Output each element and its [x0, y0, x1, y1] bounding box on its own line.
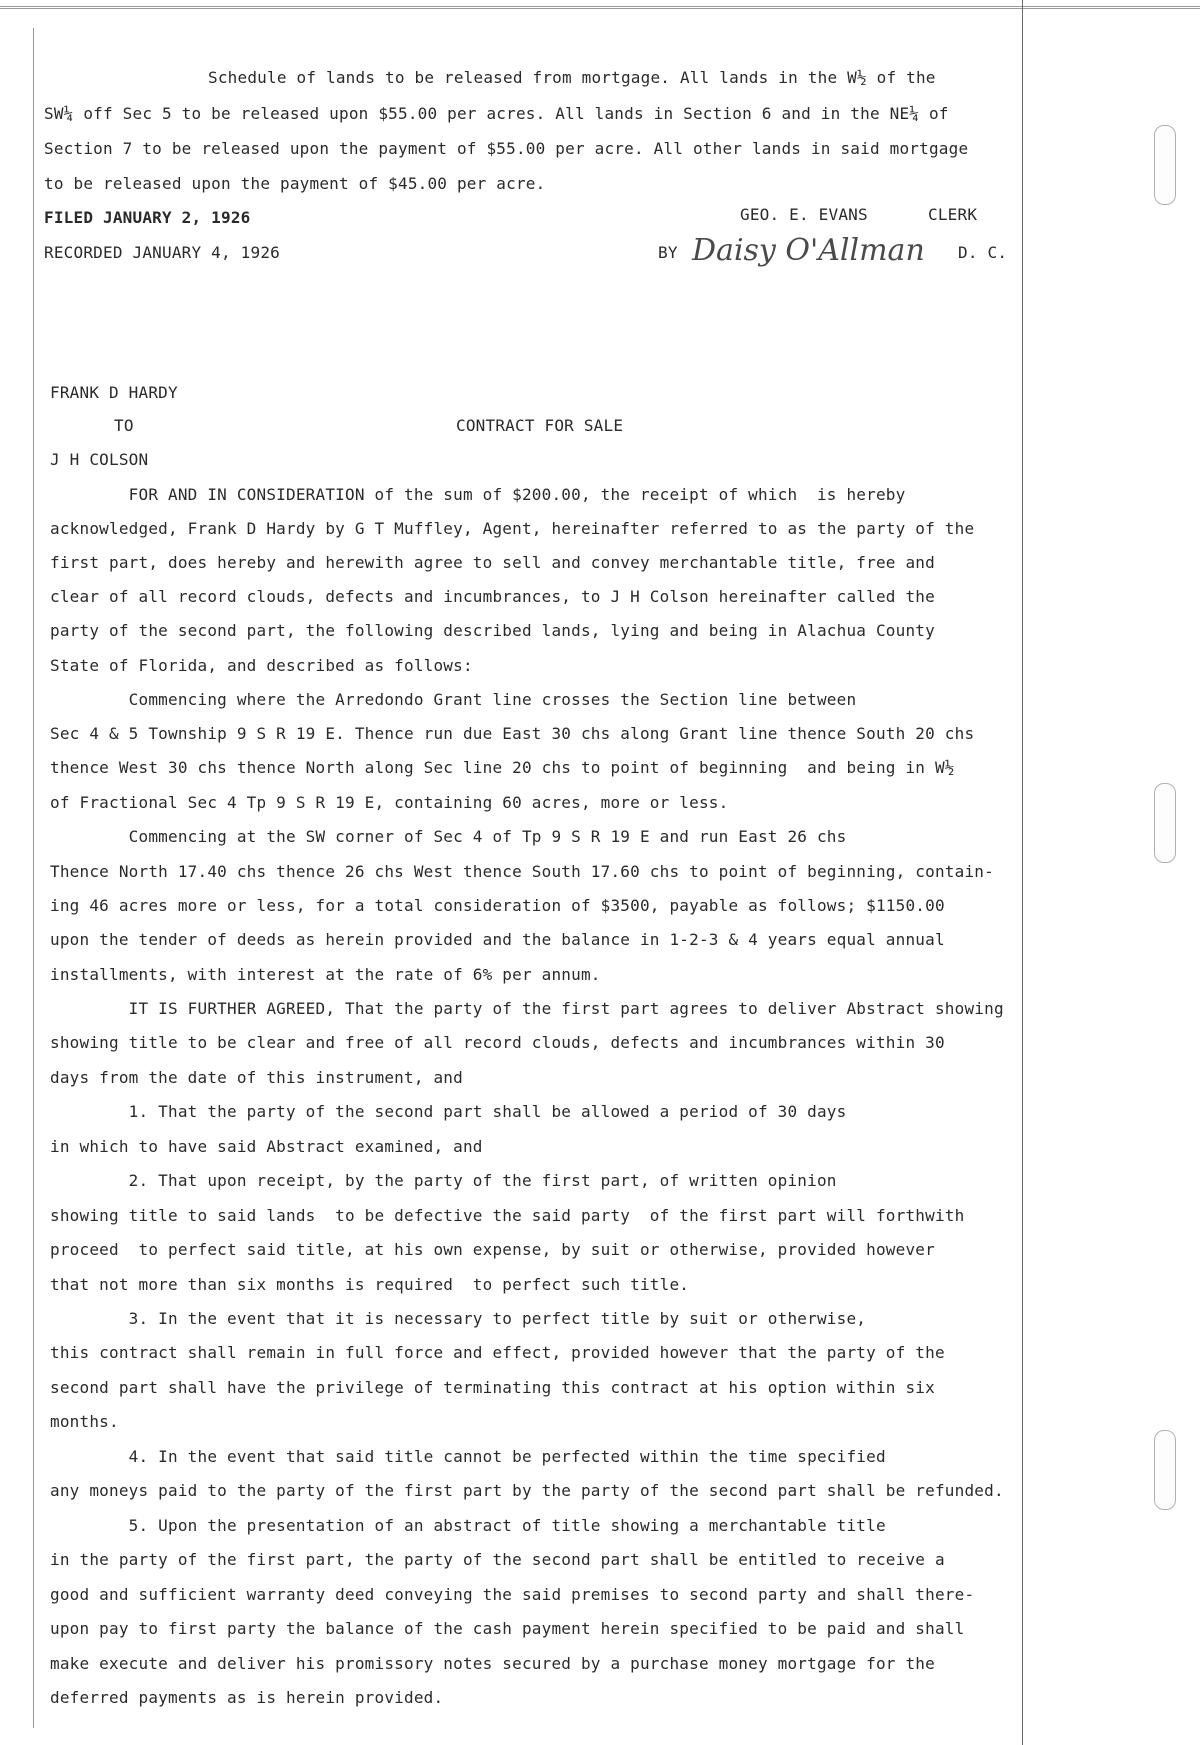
body-line: 3. In the event that it is necessary to perfect title by suit or otherwise,: [50, 1309, 867, 1328]
body-line: Thence North 17.40 chs thence 26 chs West thence South 17.60 chs to point of beginning, contain-: [50, 862, 994, 881]
clerk-title: CLERK: [928, 205, 978, 224]
body-line: second part shall have the privilege of terminating this contract at his option within six: [50, 1378, 935, 1397]
body-line: ing 46 acres more or less, for a total consideration of $3500, payable as follows; $1150.00: [50, 896, 945, 915]
grantor-name: FRANK D HARDY: [50, 383, 178, 402]
contract-title: CONTRACT FOR SALE: [456, 416, 624, 435]
body-line: clear of all record clouds, defects and incumbrances, to J H Colson hereinafter called the: [50, 587, 935, 606]
body-line: months.: [50, 1412, 119, 1431]
body-line: Sec 4 & 5 Township 9 S R 19 E. Thence run due East 30 chs along Grant line thence South 20 chs: [50, 724, 975, 743]
body-line: first part, does hereby and herewith agree to sell and convey merchantable title, free and: [50, 553, 935, 572]
body-line: party of the second part, the following described lands, lying and being in Alachua County: [50, 621, 935, 640]
grantee-name: J H COLSON: [50, 450, 149, 469]
punch-hole: [1154, 125, 1176, 205]
body-line: upon the tender of deeds as herein provided and the balance in 1-2-3 & 4 years equal annual: [50, 930, 945, 949]
punch-hole: [1154, 1430, 1176, 1510]
body-line: installments, with interest at the rate of 6% per annum.: [50, 965, 601, 984]
body-line: 4. In the event that said title cannot be perfected within the time specified: [50, 1447, 886, 1466]
schedule-line: to be released upon the payment of $45.00 per acre.: [44, 174, 546, 193]
body-line: good and sufficient warranty deed conveying the said premises to second party and shall there-: [50, 1585, 975, 1604]
schedule-line: Section 7 to be released upon the payment of $55.00 per acre. All other lands in said mortgage: [44, 139, 969, 158]
body-line: in the party of the first part, the party of the second part shall be entitled to receive a: [50, 1550, 945, 1569]
right-margin-line: [1022, 0, 1023, 1745]
body-line: any moneys paid to the party of the first part by the party of the second part shall be refunded.: [50, 1481, 1004, 1500]
body-line: that not more than six months is required to perfect such title.: [50, 1275, 690, 1294]
body-line: proceed to perfect said title, at his own expense, by suit or otherwise, provided however: [50, 1240, 935, 1259]
body-line: IT IS FURTHER AGREED, That the party of the first part agrees to deliver Abstract showing: [50, 999, 1004, 1018]
to-label: TO: [114, 416, 134, 435]
clerk-name: GEO. E. EVANS: [740, 205, 868, 224]
body-line: showing title to be clear and free of all record clouds, defects and incumbrances within 30: [50, 1033, 945, 1052]
body-line: FOR AND IN CONSIDERATION of the sum of $200.00, the receipt of which is hereby: [50, 485, 906, 504]
body-line: upon pay to first party the balance of the cash payment herein specified to be paid and shall: [50, 1619, 965, 1638]
body-line: Commencing at the SW corner of Sec 4 of Tp 9 S R 19 E and run East 26 chs: [50, 827, 847, 846]
by-label: BY: [658, 243, 678, 262]
body-line: of Fractional Sec 4 Tp 9 S R 19 E, containing 60 acres, more or less.: [50, 793, 729, 812]
clerk-signature: [688, 226, 948, 272]
body-line: 2. That upon receipt, by the party of the first part, of written opinion: [50, 1171, 837, 1190]
body-line: days from the date of this instrument, and: [50, 1068, 463, 1087]
body-line: make execute and deliver his promissory notes secured by a purchase money mortgage for the: [50, 1654, 935, 1673]
filed-date: FILED JANUARY 2, 1926: [44, 208, 251, 227]
body-line: thence West 30 chs thence North along Sec line 20 chs to point of beginning and being in W½: [50, 758, 955, 777]
body-line: in which to have said Abstract examined, and: [50, 1137, 483, 1156]
schedule-line: Schedule of lands to be released from mortgage. All lands in the W½ of the: [208, 68, 936, 87]
body-line: 5. Upon the presentation of an abstract of title showing a merchantable title: [50, 1516, 886, 1535]
body-line: deferred payments as is herein provided.: [50, 1688, 444, 1707]
recorded-date: RECORDED JANUARY 4, 1926: [44, 243, 280, 262]
punch-hole: [1154, 783, 1176, 863]
body-line: acknowledged, Frank D Hardy by G T Muffley, Agent, hereinafter referred to as the party of the: [50, 519, 975, 538]
body-line: this contract shall remain in full force and effect, provided however that the party of the: [50, 1343, 945, 1362]
body-line: 1. That the party of the second part shall be allowed a period of 30 days: [50, 1102, 847, 1121]
body-line: showing title to said lands to be defective the said party of the first part will forthwith: [50, 1206, 965, 1225]
deputy-clerk-title: D. C.: [958, 243, 1008, 262]
signature-text: Daisy O'Allman: [692, 233, 925, 268]
left-margin-line: [33, 28, 34, 1728]
body-line: State of Florida, and described as follows:: [50, 656, 473, 675]
body-line: Commencing where the Arredondo Grant line crosses the Section line between: [50, 690, 857, 709]
schedule-line: SW¼ off Sec 5 to be released upon $55.00 per acres. All lands in Section 6 and in the NE¼ of: [44, 104, 949, 123]
top-rule: [0, 6, 1200, 9]
